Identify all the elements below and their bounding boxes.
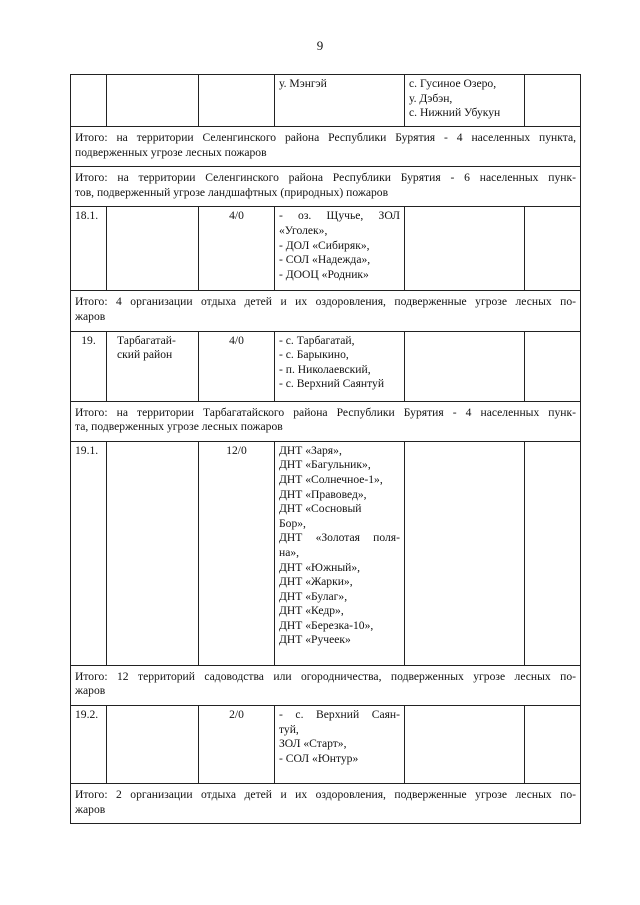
cell-settlements-2 [405, 207, 525, 291]
cell-district [107, 75, 199, 127]
cell-district [107, 705, 199, 783]
total-text: Итого: 4 организации отдыха детей и их оздоровления, подверженные угрозе лесных по- жаров [71, 291, 581, 331]
total-row [71, 401, 581, 441]
cell-extra [525, 705, 581, 783]
cell-settlements-2 [405, 705, 525, 783]
table-row [71, 441, 581, 665]
total-row [71, 291, 581, 331]
table-row [71, 207, 581, 291]
cell-num: 19.1. [71, 441, 107, 665]
cell-settlements-2: с. Гусиное Озеро, у. Дэбэн, с. Нижний Убукун [405, 75, 525, 127]
cell-count [199, 75, 275, 127]
cell-settlements-2 [405, 441, 525, 665]
cell-num: 18.1. [71, 207, 107, 291]
page-number: 9 [316, 38, 324, 53]
cell-num: 19. [71, 331, 107, 401]
cell-settlements: - с. Верхний Саян- туй, ЗОЛ «Старт», - СОЛ «Юнтур» [275, 705, 405, 783]
cell-settlements: - с. Тарбагатай, - с. Барыкино, - п. Николаевский, - с. Верхний Саянтуй [275, 331, 405, 401]
cell-count: 4/0 [199, 207, 275, 291]
settlements-table [70, 74, 581, 824]
cell-count: 4/0 [199, 331, 275, 401]
total-row [71, 665, 581, 705]
total-text: Итого: на территории Селенгинского района Республики Бурятия - 4 населенных пункта, подверженных угрозе лесных пожаров [71, 127, 581, 167]
cell-settlements: - оз. Щучье, ЗОЛ «Уголек», - ДОЛ «Сибиряк», - СОЛ «Надежда», - ДООЦ «Родник» [275, 207, 405, 291]
total-text: Итого: на территории Селенгинского района Республики Бурятия - 6 населенных пунк- тов, подверженный угрозе ландшафтных (природных) пожаров [71, 167, 581, 207]
total-row [71, 167, 581, 207]
cell-settlements-2 [405, 331, 525, 401]
total-text: Итого: 2 организации отдыха детей и их оздоровления, подверженные угрозе лесных по- жаров [71, 783, 581, 823]
table-row [71, 75, 581, 127]
cell-extra [525, 331, 581, 401]
cell-district [107, 441, 199, 665]
cell-num: 19.2. [71, 705, 107, 783]
total-row [71, 127, 581, 167]
cell-extra [525, 441, 581, 665]
table-row [71, 705, 581, 783]
cell-district: Тарбагатай- ский район [107, 331, 199, 401]
cell-count: 2/0 [199, 705, 275, 783]
cell-num [71, 75, 107, 127]
cell-count: 12/0 [199, 441, 275, 665]
cell-district [107, 207, 199, 291]
cell-settlements: ДНТ «Заря», ДНТ «Багульник», ДНТ «Солнечное-1», ДНТ «Правовед», ДНТ «Сосновый Бор», ДНТ «Золотая поля- на», ДНТ «Южный», ДНТ «Жарки», ДНТ «Булаг», ДНТ «Кедр», ДНТ «Березка-10», ДНТ «Ручеек» [275, 441, 405, 665]
total-text: Итого: на территории Тарбагатайского района Республики Бурятия - 4 населенных пунк- та, подверженных угрозе лесных пожаров [71, 401, 581, 441]
cell-extra [525, 207, 581, 291]
cell-extra [525, 75, 581, 127]
total-row [71, 783, 581, 823]
total-text: Итого: 12 территорий садоводства или огородничества, подверженных угрозе лесных по- жаров [71, 665, 581, 705]
cell-settlements: у. Мэнгэй [275, 75, 405, 127]
table-row [71, 331, 581, 401]
